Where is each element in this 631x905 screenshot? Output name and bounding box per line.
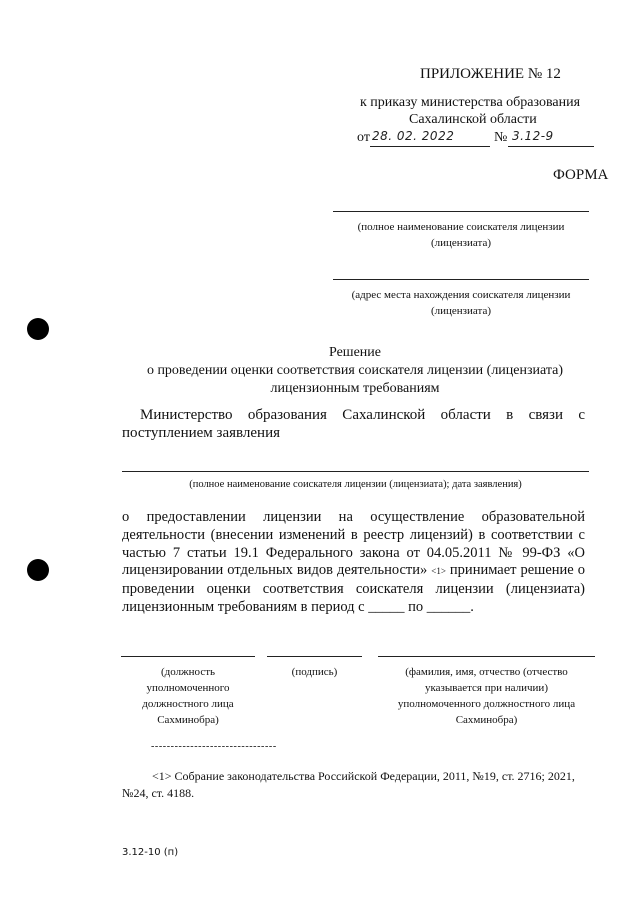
position-caption <box>121 664 255 728</box>
paragraph-line1: о предоставлении лицензии на осуществление образовательной <box>122 509 585 525</box>
order-number-handwritten: 3.12-9 <box>512 129 554 143</box>
full-name-caption-line4: Сахминобра) <box>455 714 518 726</box>
appendix-title: ПРИЛОЖЕНИЕ № 12 <box>420 66 561 82</box>
paragraph-line2: деятельности (внесении изменений в реестр лицензий) в соответствии с <box>122 526 585 543</box>
applicant-address-caption-line2: (лицензиата) <box>430 305 491 317</box>
signature-caption-line1: (подпись) <box>291 666 338 678</box>
order-date-underline <box>370 146 490 147</box>
position-caption-line3: должностного лица <box>142 698 234 710</box>
from-label: от <box>357 130 370 145</box>
intro-line1: Министерство образования Сахалинской области в связи с <box>140 407 585 423</box>
paragraph-line5: проведении оценки соответствия соискателя лицензии (лицензиата) <box>122 581 585 598</box>
decision-title <box>100 344 610 398</box>
paragraph-line6: лицензионным требованиям в период с _____ по ______. <box>122 598 474 615</box>
applicant-name-line <box>333 211 589 212</box>
footnote-separator: -------------------------------- <box>151 741 277 752</box>
intro-line2: поступлением заявления <box>122 425 281 441</box>
footnote-text-line1: <1> Собрание законодательства Российской Федерации, 2011, №19, ст. 2716; 2021, <box>152 769 575 783</box>
applicant-name-caption-line1: (полное наименование соискателя лицензии <box>357 221 565 233</box>
applicant-address-caption <box>333 287 589 319</box>
full-name-caption-line2: указывается при наличии) <box>425 682 548 694</box>
full-name-caption-line3: уполномоченного должностного лица <box>397 698 576 710</box>
footnote-text-line2: №24, ст. 4188. <box>122 786 195 800</box>
full-name-caption-line1: (фамилия, имя, отчество (отчество <box>405 666 568 678</box>
punch-hole-top <box>27 318 49 340</box>
paragraph-line4-text-b: принимает решение о <box>449 562 585 579</box>
paragraph-line3: частью 7 статьи 19.1 Федерального закона от 04.05.2011 № 99-ФЗ «О <box>122 544 585 561</box>
document-code: 3.12-10 (п) <box>122 847 179 858</box>
application-caption: (полное наименование соискателя лицензии (лицензиата); дата заявления) <box>189 479 522 490</box>
signature-caption <box>267 664 362 680</box>
order-number-underline <box>508 146 594 147</box>
order-reference-line2: Сахалинской области <box>409 112 537 127</box>
applicant-address-caption-line1: (адрес места нахождения соискателя лицензии <box>351 289 571 301</box>
footnote-reference: <1> <box>431 566 446 577</box>
position-signature-line <box>121 656 255 657</box>
full-name-signature-line <box>378 656 595 657</box>
applicant-address-line <box>333 279 589 280</box>
signature-line <box>267 656 362 657</box>
decision-title-line2: о проведении оценки соответствия соискателя лицензии (лицензиата) <box>146 363 564 378</box>
full-name-caption <box>376 664 597 728</box>
decision-title-line1: Решение <box>328 345 381 360</box>
applicant-name-caption-line2: (лицензиата) <box>430 237 491 249</box>
paragraph-line4 <box>122 562 585 581</box>
form-label: ФОРМА <box>553 167 609 183</box>
paragraph-line4-text-a: лицензировании отдельных видов деятельности» <box>122 562 428 579</box>
decision-title-line3: лицензионным требованиям <box>270 381 440 396</box>
decision-paragraph <box>122 509 585 617</box>
footnote-text <box>122 768 610 802</box>
order-reference-line1: к приказу министерства образования <box>360 95 581 110</box>
punch-hole-bottom <box>27 559 49 581</box>
position-caption-line1: (должность <box>160 666 216 678</box>
position-caption-line4: Сахминобра) <box>157 714 219 726</box>
number-label: № <box>494 130 508 145</box>
position-caption-line2: уполномоченного <box>146 682 230 694</box>
applicant-name-caption <box>333 219 589 251</box>
order-date-handwritten: 28. 02. 2022 <box>372 129 455 143</box>
application-line <box>122 471 589 472</box>
